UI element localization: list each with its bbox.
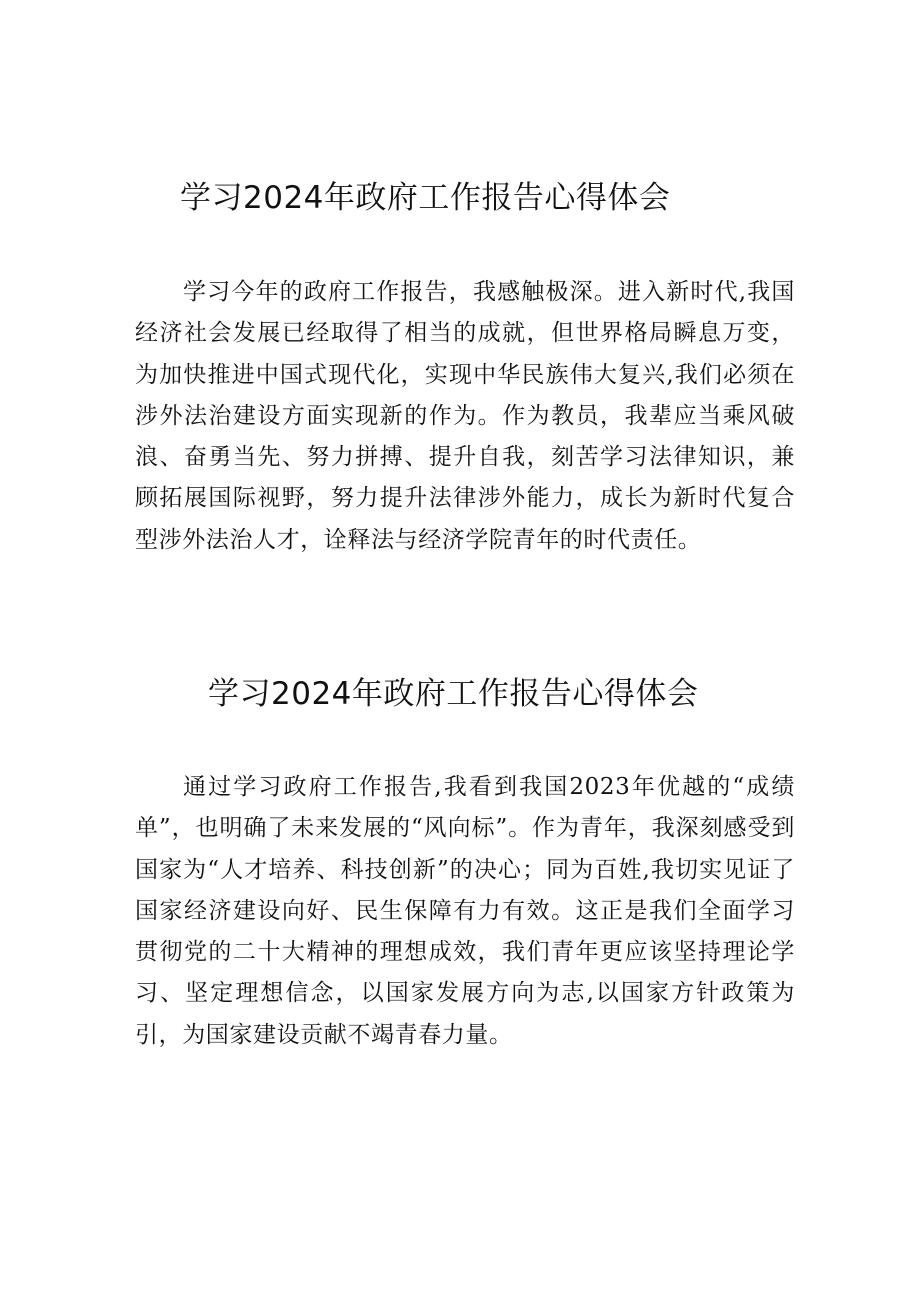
essay-title-2: 学习2024年政府工作报告心得体会 (208, 676, 699, 712)
essay-paragraph-2: 通过学习政府工作报告,我看到我国2023年优越的“成绩单”，也明确了未来发展的“风向标”。作为青年，我深刻感受到国家为“人才培养、科技创新”的决心；同为百姓,我切实见证了国家经济建设向好、民生保障有力有效。这正是我们全面学习贯彻党的二十大精神的理想成效，我们青年更应该坚持理论学习、坚定理想信念，以国家发展方向为志,以国家方针政策为引，为国家建设贡献不竭青春力量。 (135, 774, 795, 1048)
essay-title-1: 学习2024年政府工作报告心得体会 (180, 180, 671, 216)
essay-paragraph-1: 学习今年的政府工作报告，我感触极深。进入新时代,我国经济社会发展已经取得了相当的成就，但世界格局瞬息万变，为加快推进中国式现代化，实现中华民族伟大复兴,我们必须在涉外法治建设方面实现新的作为。作为教员，我辈应当乘风破浪、奋勇当先、努力拼搏、提升自我，刻苦学习法律知识，兼顾拓展国际视野，努力提升法律涉外能力，成长为新时代复合型涉外法治人才，诠释法与经济学院青年的时代责任。 (135, 279, 795, 553)
